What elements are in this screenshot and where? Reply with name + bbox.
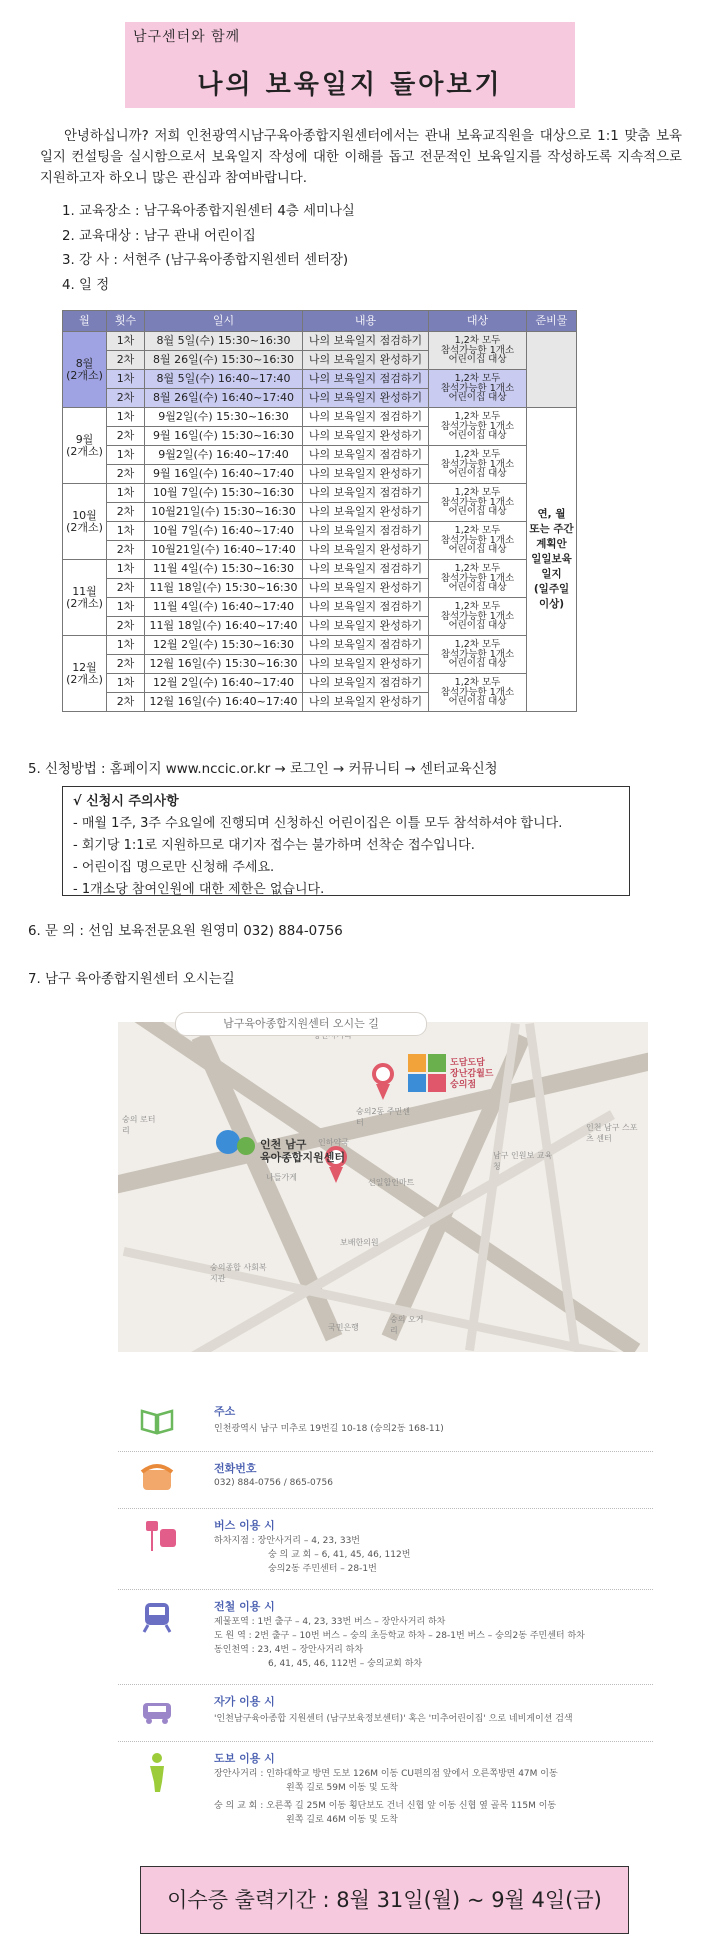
round-cell: 1차 [107, 408, 145, 427]
map-label: 숭의2동 주민센터 [356, 1107, 411, 1127]
round-cell: 1차 [107, 332, 145, 351]
content-cell: 나의 보육일지 점검하기 [303, 522, 429, 541]
car-row [118, 1685, 653, 1742]
car-icon [140, 1695, 174, 1725]
datetime-cell: 9월 16일(수) 15:30~16:30 [145, 427, 303, 446]
map-title: 남구육아종합지원센터 오시는 길 [175, 1012, 427, 1036]
content-cell: 나의 보육일지 점검하기 [303, 560, 429, 579]
prep-line: 일지 [541, 568, 562, 580]
month-count: (2개소) [66, 596, 103, 610]
table-row [63, 370, 577, 389]
round-cell: 1차 [107, 522, 145, 541]
month-cell [63, 636, 107, 712]
round-cell: 1차 [107, 446, 145, 465]
month-label: 9월 [75, 432, 94, 446]
apply-method: 5. 신청방법 : 홈페이지 www.nccic.or.kr → 로그인 → 커뮤니티 → 센터교육신청 [28, 762, 498, 777]
notice-box [62, 786, 630, 896]
target-line: 어린이집 대상 [448, 658, 507, 670]
round-cell: 1차 [107, 560, 145, 579]
table-row [63, 598, 577, 617]
bus-stop-icon [140, 1519, 180, 1553]
title-banner [125, 22, 575, 108]
notice-line: - 1개소당 참여인원에 대한 제한은 없습니다. [73, 882, 325, 897]
target-line: 참석가능한 1개소 [440, 534, 515, 546]
prep-line: 이상) [538, 598, 565, 610]
header-content: 내용 [303, 311, 429, 332]
prep-line: (일주일 [533, 583, 570, 595]
datetime-cell: 8월 5일(수) 16:40~17:40 [145, 370, 303, 389]
target-line: 어린이집 대상 [448, 468, 507, 480]
datetime-cell: 12월 16일(수) 16:40~17:40 [145, 693, 303, 712]
subway-line: 6, 41, 45, 46, 112번 – 숭의교회 하차 [268, 1659, 423, 1669]
content-cell: 나의 보육일지 완성하기 [303, 693, 429, 712]
round-cell: 2차 [107, 693, 145, 712]
round-cell: 2차 [107, 389, 145, 408]
target-line: 어린이집 대상 [448, 354, 507, 366]
month-cell [63, 560, 107, 636]
map-label: 국민은행 [328, 1323, 359, 1332]
target-line: 참석가능한 1개소 [440, 458, 515, 470]
walk-title: 도보 이용 시 [214, 1752, 275, 1765]
target-line: 1,2차 모두 [454, 487, 501, 499]
book-icon [140, 1405, 174, 1435]
content-cell: 나의 보육일지 점검하기 [303, 332, 429, 351]
prep-line: 계획안 [536, 538, 567, 550]
prep-line: 일일보육 [531, 553, 572, 565]
header-datetime: 일시 [145, 311, 303, 332]
car-title: 자가 이용 시 [214, 1695, 275, 1708]
car-text: '인천남구육아종합 지원센터 (남구보육정보센터)' 혹은 '미추어린이집' 으로 네비게이션 검색 [214, 1714, 573, 1724]
datetime-cell: 10월21일(수) 16:40~17:40 [145, 541, 303, 560]
target-line: 1,2차 모두 [454, 563, 501, 575]
content-cell: 나의 보육일지 점검하기 [303, 370, 429, 389]
map-label: 남구 인원보 교육청 [493, 1151, 553, 1171]
table-row [63, 674, 577, 693]
bus-row [118, 1509, 653, 1590]
target-line: 참석가능한 1개소 [440, 686, 515, 698]
target-line: 1,2차 모두 [454, 335, 501, 347]
table-row [63, 636, 577, 655]
content-cell: 나의 보육일지 점검하기 [303, 484, 429, 503]
target-line: 1,2차 모두 [454, 373, 501, 385]
list-item: 4. 일 정 [62, 277, 110, 293]
month-label: 8월 [75, 356, 94, 370]
month-cell [63, 332, 107, 408]
target-line: 1,2차 모두 [454, 449, 501, 461]
datetime-cell: 9월 16일(수) 16:40~17:40 [145, 465, 303, 484]
subway-line: 도 원 역 : 2번 출구 – 10번 버스 – 숭의 초등학교 하차 – 28-1번 버스 – 숭의2동 주민센터 하차 [214, 1631, 585, 1641]
header-round: 횟수 [107, 311, 145, 332]
datetime-cell: 11월 18일(수) 16:40~17:40 [145, 617, 303, 636]
content-cell: 나의 보육일지 완성하기 [303, 617, 429, 636]
map-center-name: 육아종합지원센터 [260, 1151, 346, 1164]
contact-info: 6. 문 의 : 선임 보육전문요원 원영미 032) 884-0756 [28, 924, 343, 939]
month-label: 12월 [72, 660, 97, 674]
walking-person-icon [140, 1752, 174, 1792]
address-title: 주소 [214, 1405, 236, 1418]
datetime-cell: 12월 2일(수) 15:30~16:30 [145, 636, 303, 655]
list-item: 2. 교육대상 : 남구 관내 어린이집 [62, 228, 256, 244]
target-cell [429, 370, 527, 408]
address-text: 인천광역시 남구 미추로 19번길 10-18 (숭의2동 168-11) [214, 1424, 444, 1434]
content-cell: 나의 보육일지 점검하기 [303, 598, 429, 617]
content-cell: 나의 보육일지 점검하기 [303, 636, 429, 655]
content-cell: 나의 보육일지 완성하기 [303, 503, 429, 522]
month-count: (2개소) [66, 444, 103, 458]
location-map [118, 1022, 648, 1352]
table-row [63, 484, 577, 503]
table-row [63, 560, 577, 579]
target-line: 1,2차 모두 [454, 677, 501, 689]
round-cell: 2차 [107, 465, 145, 484]
month-count: (2개소) [66, 672, 103, 686]
datetime-cell: 8월 26일(수) 15:30~16:30 [145, 351, 303, 370]
round-cell: 1차 [107, 370, 145, 389]
table-row [63, 522, 577, 541]
target-cell [429, 598, 527, 636]
phone-row [118, 1452, 653, 1509]
map-label: 나들가게 [266, 1173, 297, 1182]
map-brand: 장난감월드 [450, 1069, 494, 1079]
content-cell: 나의 보육일지 완성하기 [303, 655, 429, 674]
table-header-row [63, 311, 577, 332]
table-row [63, 446, 577, 465]
target-line: 참석가능한 1개소 [440, 344, 515, 356]
datetime-cell: 9월2일(수) 16:40~17:40 [145, 446, 303, 465]
datetime-cell: 11월 4일(수) 15:30~16:30 [145, 560, 303, 579]
info-list [62, 200, 355, 298]
target-cell [429, 674, 527, 712]
subway-line: 제물포역 : 1번 출구 – 4, 23, 33번 버스 – 장안사거리 하차 [214, 1617, 446, 1627]
location-info [118, 1395, 653, 1842]
datetime-cell: 10월 7일(수) 16:40~17:40 [145, 522, 303, 541]
page-title: 나의 보육일지 돌아보기 [197, 70, 503, 100]
schedule-table [62, 310, 577, 712]
target-line: 1,2차 모두 [454, 525, 501, 537]
prep-cell-august [527, 332, 577, 408]
target-line: 참석가능한 1개소 [440, 496, 515, 508]
content-cell: 나의 보육일지 점검하기 [303, 674, 429, 693]
target-line: 참석가능한 1개소 [440, 420, 515, 432]
target-line: 1,2차 모두 [454, 639, 501, 651]
round-cell: 2차 [107, 351, 145, 370]
month-count: (2개소) [66, 368, 103, 382]
bus-line: 숭 의 교 회 – 6, 41, 45, 46, 112번 [268, 1550, 411, 1560]
target-line: 1,2차 모두 [454, 411, 501, 423]
datetime-cell: 11월 4일(수) 16:40~17:40 [145, 598, 303, 617]
bus-line: 숭의2동 주민센터 – 28-1번 [268, 1564, 377, 1574]
target-line: 어린이집 대상 [448, 430, 507, 442]
phone-title: 전화번호 [214, 1462, 257, 1475]
map-brand: 숭의점 [450, 1080, 477, 1090]
directions-heading: 7. 남구 육아종합지원센터 오시는길 [28, 972, 235, 987]
bus-title: 버스 이용 시 [214, 1519, 275, 1532]
target-line: 어린이집 대상 [448, 582, 507, 594]
prep-cell [527, 408, 577, 712]
month-count: (2개소) [66, 520, 103, 534]
prep-line: 또는 주간 [529, 523, 574, 535]
round-cell: 2차 [107, 617, 145, 636]
map-brand: 도담도담 [450, 1058, 485, 1068]
notice-line: - 매월 1주, 3주 수요일에 진행되며 신청하신 어린이집은 이틀 모두 참석하셔야 합니다. [73, 816, 563, 831]
datetime-cell: 9월2일(수) 15:30~16:30 [145, 408, 303, 427]
walk-line: 왼쪽 길로 59M 이동 및 도착 [286, 1783, 398, 1793]
certificate-period: 이수증 출력기간 : 8월 31일(월) ~ 9월 4일(금) [140, 1866, 629, 1934]
round-cell: 2차 [107, 427, 145, 446]
list-item: 3. 강 사 : 서현주 (남구육아종합지원센터 센터장) [62, 253, 349, 268]
walk-line: 장안사거리 : 인하대학교 방면 도보 126M 이동 CU편의점 앞에서 오른쪽방면 47M 이동 [214, 1769, 558, 1779]
content-cell: 나의 보육일지 완성하기 [303, 541, 429, 560]
content-cell: 나의 보육일지 완성하기 [303, 579, 429, 598]
target-line: 참석가능한 1개소 [440, 382, 515, 394]
round-cell: 2차 [107, 655, 145, 674]
target-line: 어린이집 대상 [448, 696, 507, 708]
target-line: 어린이집 대상 [448, 544, 507, 556]
target-cell [429, 484, 527, 522]
datetime-cell: 12월 2일(수) 16:40~17:40 [145, 674, 303, 693]
target-line: 어린이집 대상 [448, 620, 507, 632]
datetime-cell: 10월21일(수) 15:30~16:30 [145, 503, 303, 522]
phone-icon [140, 1462, 174, 1492]
round-cell: 1차 [107, 636, 145, 655]
datetime-cell: 12월 16일(수) 15:30~16:30 [145, 655, 303, 674]
target-line: 어린이집 대상 [448, 392, 507, 404]
subway-title: 전철 이용 시 [214, 1600, 275, 1613]
prep-line: 연, 월 [537, 508, 566, 520]
target-cell [429, 560, 527, 598]
table-row [63, 408, 577, 427]
header-target: 대상 [429, 311, 527, 332]
round-cell: 1차 [107, 484, 145, 503]
datetime-cell: 8월 26일(수) 16:40~17:40 [145, 389, 303, 408]
target-cell [429, 522, 527, 560]
map-center-name: 인천 남구 [260, 1138, 307, 1151]
target-cell [429, 332, 527, 370]
target-line: 어린이집 대상 [448, 506, 507, 518]
month-cell [63, 484, 107, 560]
notice-line: - 회기당 1:1로 지원하므로 대기자 접수는 불가하며 선착순 접수입니다. [73, 838, 475, 853]
content-cell: 나의 보육일지 점검하기 [303, 408, 429, 427]
content-cell: 나의 보육일지 완성하기 [303, 465, 429, 484]
map-label: 숭의 오거리 [390, 1315, 424, 1335]
map-label: 숭의종합 사회복지관 [210, 1263, 267, 1283]
list-item: 1. 교육장소 : 남구육아종합지원센터 4층 세미나실 [62, 204, 355, 219]
target-line: 1,2차 모두 [454, 601, 501, 613]
target-line: 참석가능한 1개소 [440, 648, 515, 660]
map-label: 선일합인마트 [368, 1178, 415, 1187]
content-cell: 나의 보육일지 완성하기 [303, 427, 429, 446]
map-label: 보배한의원 [340, 1238, 379, 1247]
target-cell [429, 636, 527, 674]
header-month: 월 [63, 311, 107, 332]
month-cell [63, 408, 107, 484]
map-label: 인천 남구 스포츠 센터 [586, 1123, 638, 1143]
walk-row [118, 1742, 653, 1842]
target-cell [429, 408, 527, 446]
map-label: 인하약국 [318, 1138, 349, 1147]
target-line: 참석가능한 1개소 [440, 610, 515, 622]
target-line: 참석가능한 1개소 [440, 572, 515, 584]
content-cell: 나의 보육일지 완성하기 [303, 389, 429, 408]
round-cell: 1차 [107, 598, 145, 617]
datetime-cell: 11월 18일(수) 15:30~16:30 [145, 579, 303, 598]
datetime-cell: 10월 7일(수) 15:30~16:30 [145, 484, 303, 503]
round-cell: 2차 [107, 503, 145, 522]
month-label: 10월 [72, 508, 97, 522]
round-cell: 2차 [107, 541, 145, 560]
content-cell: 나의 보육일지 완성하기 [303, 351, 429, 370]
walk-line: 숭 의 교 회 : 오른쪽 길 25M 이동 횡단보도 건너 신협 앞 이동 신협 옆 골목 115M 이동 [214, 1801, 557, 1811]
round-cell: 1차 [107, 674, 145, 693]
map-label: 숭의 로터리 [122, 1115, 156, 1135]
notice-line: - 어린이집 명으로만 신청해 주세요. [73, 860, 275, 875]
bus-line: 하차지점 : 장안사거리 – 4, 23, 33번 [214, 1536, 360, 1546]
round-cell: 2차 [107, 579, 145, 598]
title-subtitle: 남구센터와 함께 [133, 29, 241, 45]
notice-heading: √ 신청시 주의사항 [73, 794, 179, 809]
subway-line: 동인천역 : 23, 4번 – 장안사거리 하차 [214, 1645, 364, 1655]
month-label: 11월 [72, 584, 97, 598]
intro-paragraph: 안녕하십니까? 저희 인천광역시남구육아종합지원센터에서는 관내 보육교직원을 대상으로 1:1 맞춤 보육일지 컨설팅을 실시함으로서 보육일지 작성에 대한 이해를 돕고 전문적인 보육일지를 작성하도록 지속적으로 지원하고자 하오니 많은 관심과 참여바랍니다. [40, 129, 682, 186]
table-row [63, 332, 577, 351]
address-row [118, 1395, 653, 1452]
train-icon [140, 1600, 174, 1634]
header-prep: 준비물 [527, 311, 577, 332]
target-cell [429, 446, 527, 484]
content-cell: 나의 보육일지 점검하기 [303, 446, 429, 465]
datetime-cell: 8월 5일(수) 15:30~16:30 [145, 332, 303, 351]
phone-text: 032) 884-0756 / 865-0756 [214, 1478, 333, 1488]
subway-row [118, 1590, 653, 1685]
walk-line: 왼쪽 길로 46M 이동 및 도착 [286, 1815, 398, 1825]
